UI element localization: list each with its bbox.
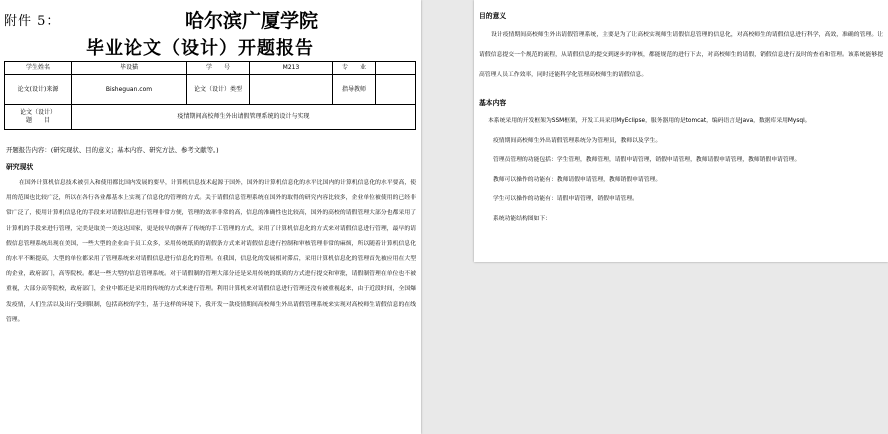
- content-intro: 本系统采用的开发框架为SSM框架，开发工具采用MyEclipse，服务器用的是tomcat，编码语言是Java，数据库采用Mysql。: [488, 118, 811, 124]
- student-functions: 学生可以操作的功能有：请假申请管理，销假申请管理。: [493, 196, 638, 202]
- attachment-label: 附件 5：: [4, 14, 61, 29]
- advisor-label: 指导教师: [333, 75, 376, 105]
- purpose-text: 设计疫情期间高校师生外出请假管理系统，主要是为了让高校实现师生请假信息管理的信息化，对高校师生的请假信息进行科学，高效，准确的管理。让请假信息提交一个规范的流程，从请假信息的提交到逐步的审核，都能规范的进行下去，对高校师生的请假，销假信息进行及时的查看和管理。该系统能够提高管理人员工作效率，同时还能科学化管理高校师生的请假信息。: [479, 32, 883, 78]
- student-name-value: 毕设猫: [72, 62, 187, 75]
- basic-content-heading: 基本内容: [479, 99, 507, 107]
- document-page-1: [0, 0, 421, 434]
- student-id-value: M213: [250, 62, 333, 75]
- advisor-value: [376, 75, 416, 105]
- school-name: 哈尔滨广厦学院: [185, 10, 319, 32]
- info-row-source: [5, 75, 416, 105]
- info-table: [4, 61, 416, 130]
- structure-diagram-line: 系统功能结构图如下：: [493, 215, 551, 222]
- major-value: [376, 62, 416, 75]
- type-value: [250, 75, 333, 105]
- report-title: 毕业论文（设计）开题报告: [86, 38, 314, 59]
- research-status-text: 在国外计算机信息技术被引入和使用都比国内发展的要早，计算机信息技术起源于国外，国外的计算机信息化的水平比国内的计算机信息化的水平要高，使用的范围也比较广泛，所以在各行各业都基本上实现了信息化的管理的方式。关于请假信息管理系统在国外的取得的研究内容比较多，企业单位被使用的已经非常广泛了，使用计算机信息化的手段来对请假信息进行管理非常方便，管理的效率非常的高，信息的准确性也比较高，国外的高校的请假管理大部分也都采用了计算机的手段来进行管理，完美是取美一美这达国家，更是较早的摒弃了传统的手工管理的方式，采用了计算机信息化的方式来对请假信息进行管理，最早的请假信息管理系统出现在美国，一些大型的企业由于员工众多，采用传统纸质的请假条方式来对请假信息进行控制和审核管理非常的麻烦，所以随着计算机信息化的水平不断提高，大型的单位都采用了管理系统来对请假信息进行信息化的管理。在我国，信息化的发展相对滞后，采用计算机信息化的管理首先被应用在大型的企业，政府部门，高等院校。都是一些大型的信息管理系统。对于请假制的管理大部分还是采用传统的纸质的方式进行提交和审批，请假制管理在单位也不被重视，大部分高等院校，政府部门，企业中都还是采用的传统的方式来进行管理。利用计算机来对请假信息进行管理还没有被重视起来，由于近段时间，全国爆发疫情，人们生活以及出行受到限制，包括高校的学生，基于这样的环境下，我开发一款疫情期间高校师生外出请假管理系统来实现对高校师生请假信息的在线管理。: [6, 180, 416, 323]
- content-requirement: 开题报告内容：(研究现状、目的意义；基本内容、研究方法、参考文献等。): [6, 146, 219, 154]
- source-label: 论文(设计)来源: [5, 75, 72, 105]
- type-label: 论文（设计）类型: [187, 75, 250, 105]
- teacher-functions: 教师可以操作的功能有：教师请假申请管理，教师销假申请管理。: [493, 176, 662, 183]
- purpose-heading: 目的意义: [479, 12, 507, 20]
- research-status-heading: 研究现状: [6, 163, 34, 171]
- topic-value: 疫情期间高校师生外出请假管理系统的设计与实现: [72, 105, 416, 130]
- topic-label: 论文（设计） 题 目: [5, 105, 72, 130]
- student-name-label: 学生姓名: [5, 62, 72, 75]
- source-value: Bisheguan.com: [72, 75, 187, 105]
- info-row-topic: [5, 105, 416, 130]
- content-users: 疫情期间高校师生外出请假管理系统分为管理员，教师以及学生。: [493, 137, 662, 144]
- student-id-label: 学 号: [187, 62, 250, 75]
- major-label: 专 业: [333, 62, 376, 75]
- report-body: [6, 145, 416, 328]
- report-body-continued: [479, 10, 883, 229]
- document-page-2: [474, 0, 888, 262]
- admin-functions: 管理员管理的功能包括：学生管理，教师管理，请假申请管理，销假申请管理，教师请假申请管理，教师销假申请管理。: [493, 157, 801, 163]
- info-row-student: [5, 62, 416, 75]
